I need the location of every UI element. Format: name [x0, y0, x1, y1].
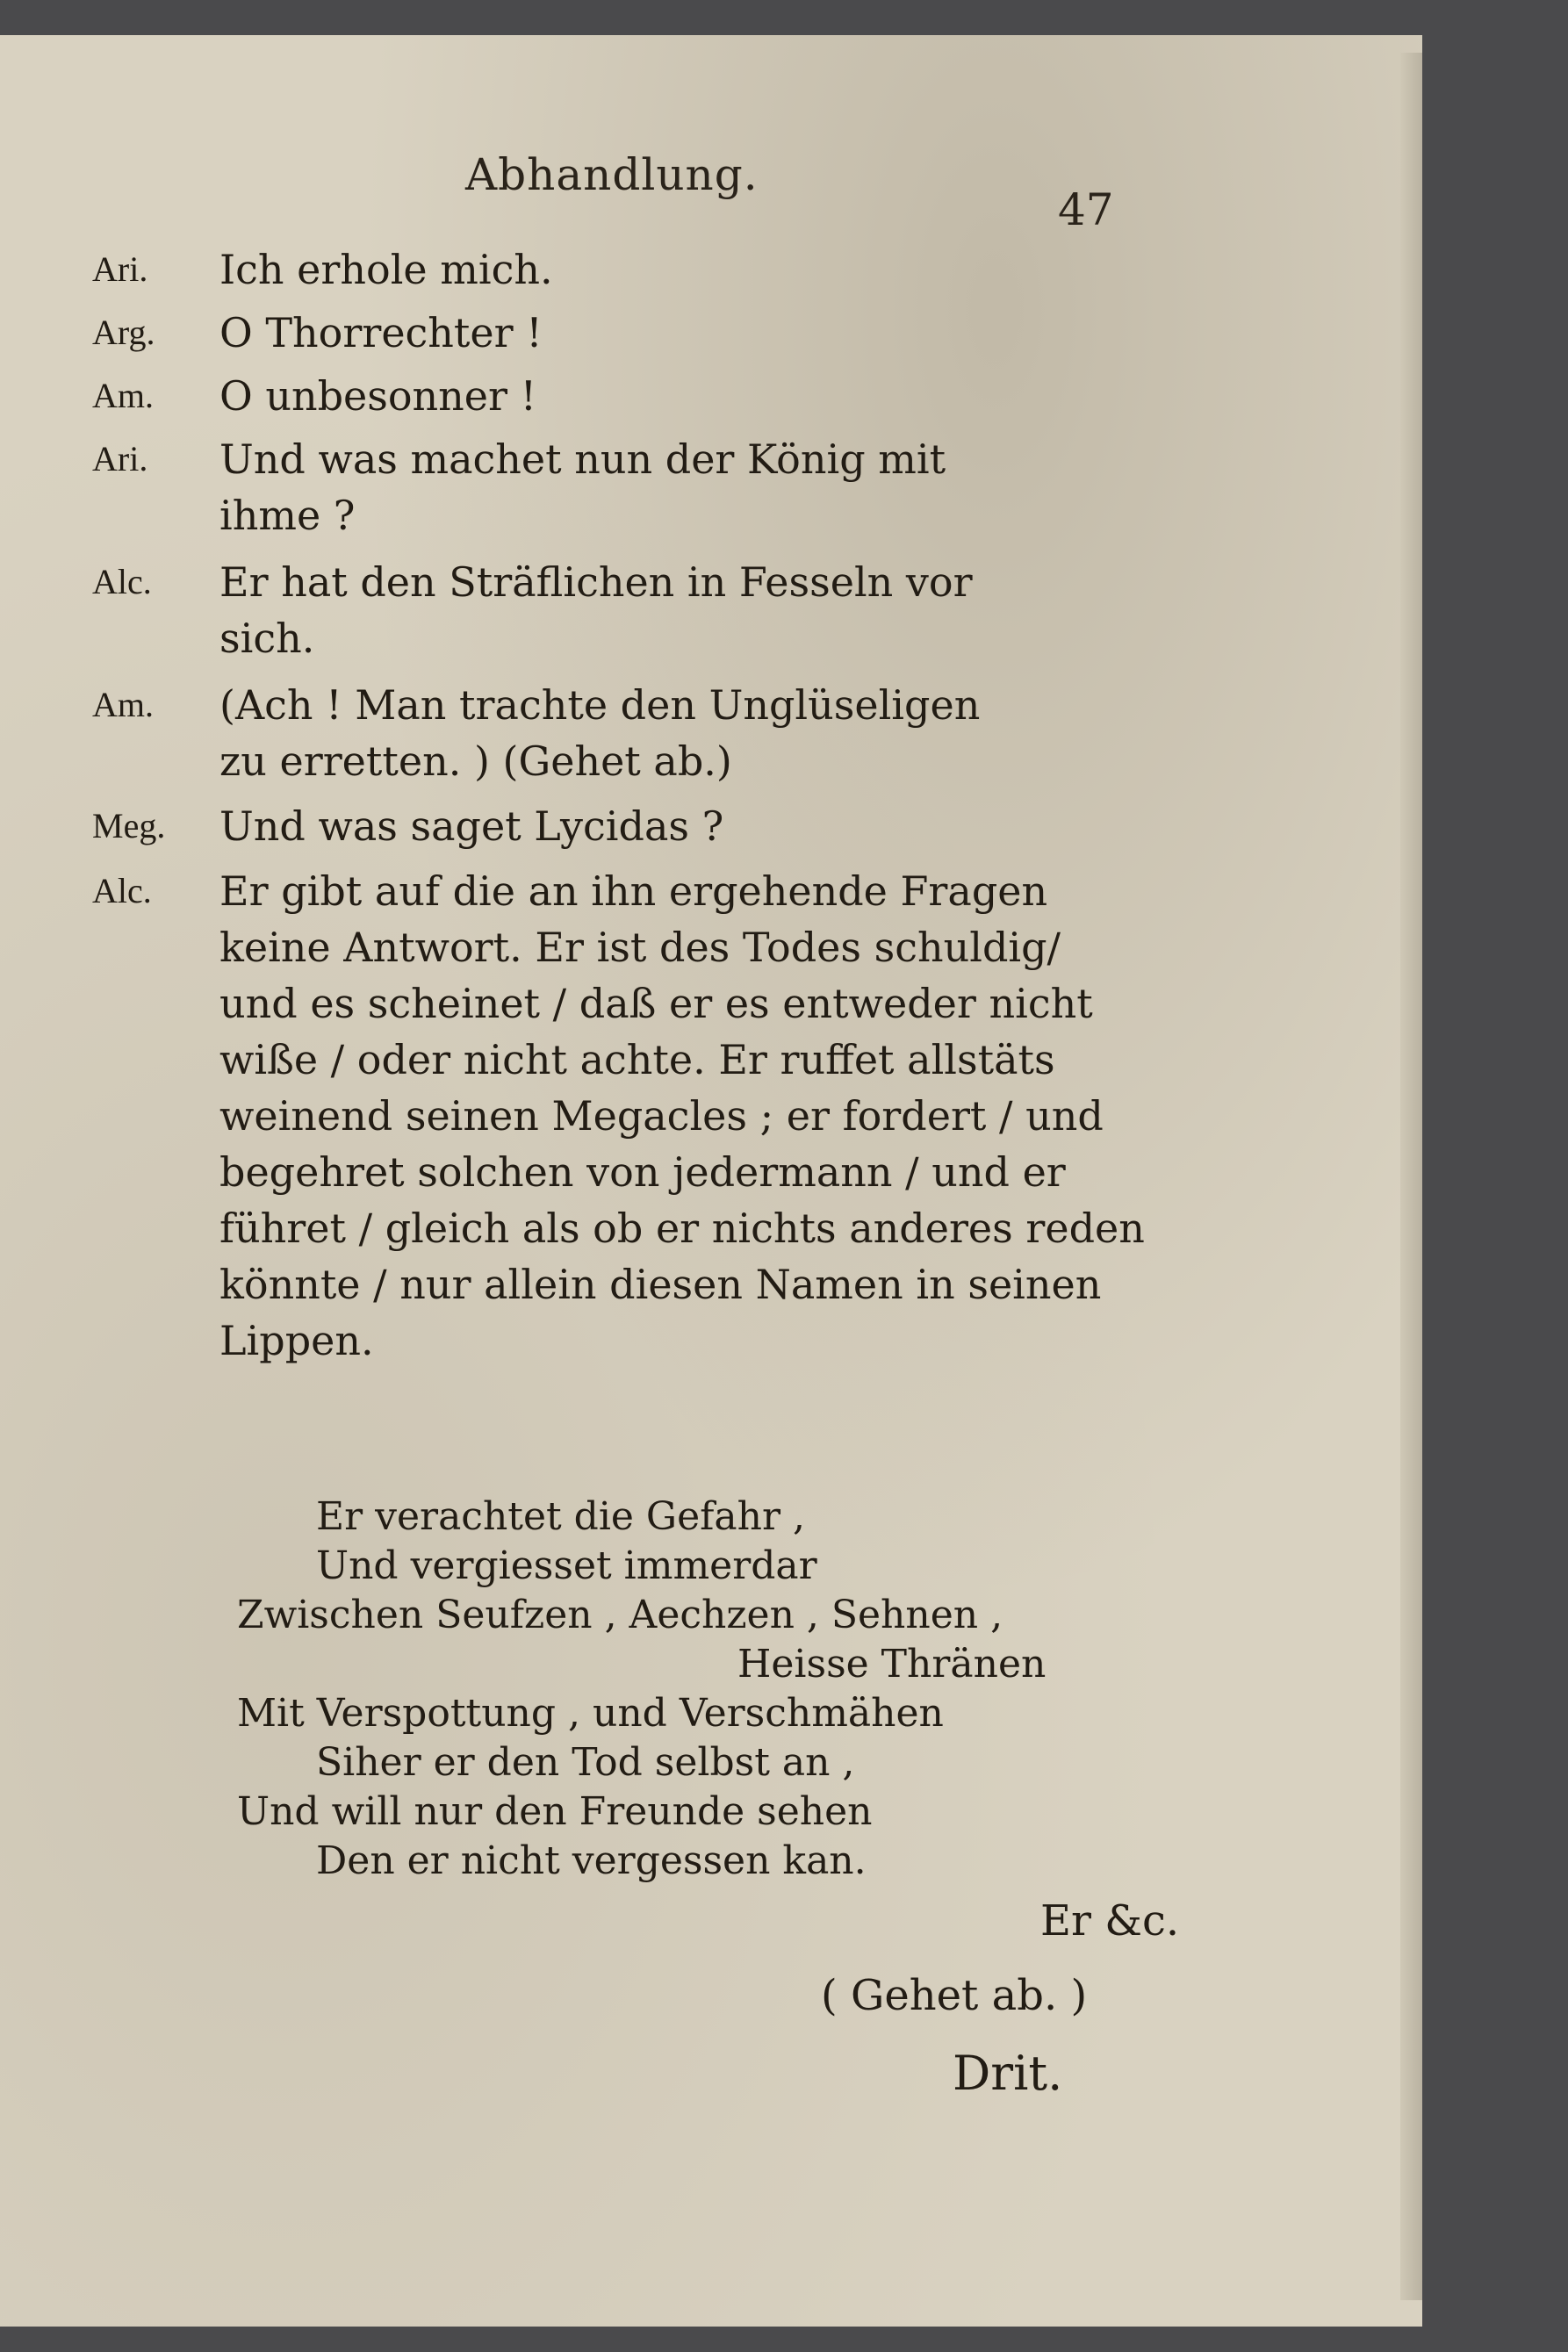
speaker-label: Am. [92, 685, 154, 724]
speech [92, 368, 1172, 424]
speech [92, 241, 1172, 298]
speech-line: keine Antwort. Er ist des Todes schuldig/ [219, 924, 1061, 971]
catchword: Drit. [953, 2046, 1063, 2101]
speech-line: O Thorrechter ! [219, 309, 543, 356]
speech-line: führet / gleich als ob er nichts anderes reden [219, 1205, 1145, 1252]
speech-line: ihme ? [219, 492, 356, 539]
stage-direction: ( Gehet ab. ) [821, 1971, 1088, 2020]
speech [92, 677, 1172, 789]
speaker-label: Meg. [92, 806, 166, 845]
speaker-label: Ari. [92, 439, 148, 478]
speech-line: wiße / oder nicht achte. Er ruffet allstäts [219, 1036, 1055, 1083]
speaker-label: Arg. [92, 313, 155, 352]
speech [92, 863, 1172, 1369]
speech-line: sich. [219, 615, 315, 662]
speech-line: Und was saget Lycidas ? [219, 802, 724, 850]
speech-line: könnte / nur allein diesen Namen in seinen [219, 1261, 1102, 1308]
page-number: 47 [1058, 184, 1114, 235]
verse-line: Heisse Thränen [737, 1642, 1047, 1687]
running-head: Abhandlung. [465, 149, 759, 200]
speech-line: begehret solchen von jedermann / und er [219, 1148, 1066, 1196]
verse-line: Und will nur den Freunde sehen [237, 1789, 873, 1834]
speaker-label: Ari. [92, 249, 148, 289]
speech [92, 431, 1172, 543]
speaker-label: Alc. [92, 871, 152, 910]
speech-line: weinend seinen Megacles ; er fordert / und [219, 1092, 1104, 1140]
speaker-label: Am. [92, 376, 154, 415]
verse-line: Und vergiesset immerdar [316, 1543, 817, 1588]
verse-line: Er verachtet die Gefahr , [316, 1494, 805, 1539]
speech-line: (Ach ! Man trachte den Unglüseligen [219, 681, 981, 729]
speech-line: und es scheinet / daß er es entweder nicht [219, 980, 1093, 1027]
refrain-cue: Er &c. [1040, 1896, 1180, 1946]
speech-line: Und was machet nun der König mit [219, 435, 946, 483]
speech-line: Er hat den Sträflichen in Fesseln vor [219, 558, 973, 606]
speech-line: Er gibt auf die an ihn ergehende Fragen [219, 867, 1048, 915]
verse-line: Siher er den Tod selbst an , [316, 1740, 855, 1785]
aria-verse [237, 1492, 1080, 1886]
speaker-label: Alc. [92, 562, 152, 601]
page-edge-shadow [1400, 53, 1422, 2300]
verse-line: Mit Verspottung , und Verschmähen [237, 1691, 944, 1736]
speech [92, 798, 1172, 854]
speech [92, 554, 1172, 666]
speech-line: Ich erhole mich. [219, 246, 553, 293]
verse-line: Zwischen Seufzen , Aechzen , Sehnen , [237, 1593, 1003, 1637]
dialogue-block [92, 241, 1172, 1369]
speech-line: Lippen. [219, 1317, 374, 1364]
speech-line: O unbesonner ! [219, 372, 537, 420]
speech-line: zu erretten. ) (Gehet ab.) [219, 737, 732, 785]
speech [92, 305, 1172, 361]
verse-line: Den er nicht vergessen kan. [316, 1838, 867, 1883]
